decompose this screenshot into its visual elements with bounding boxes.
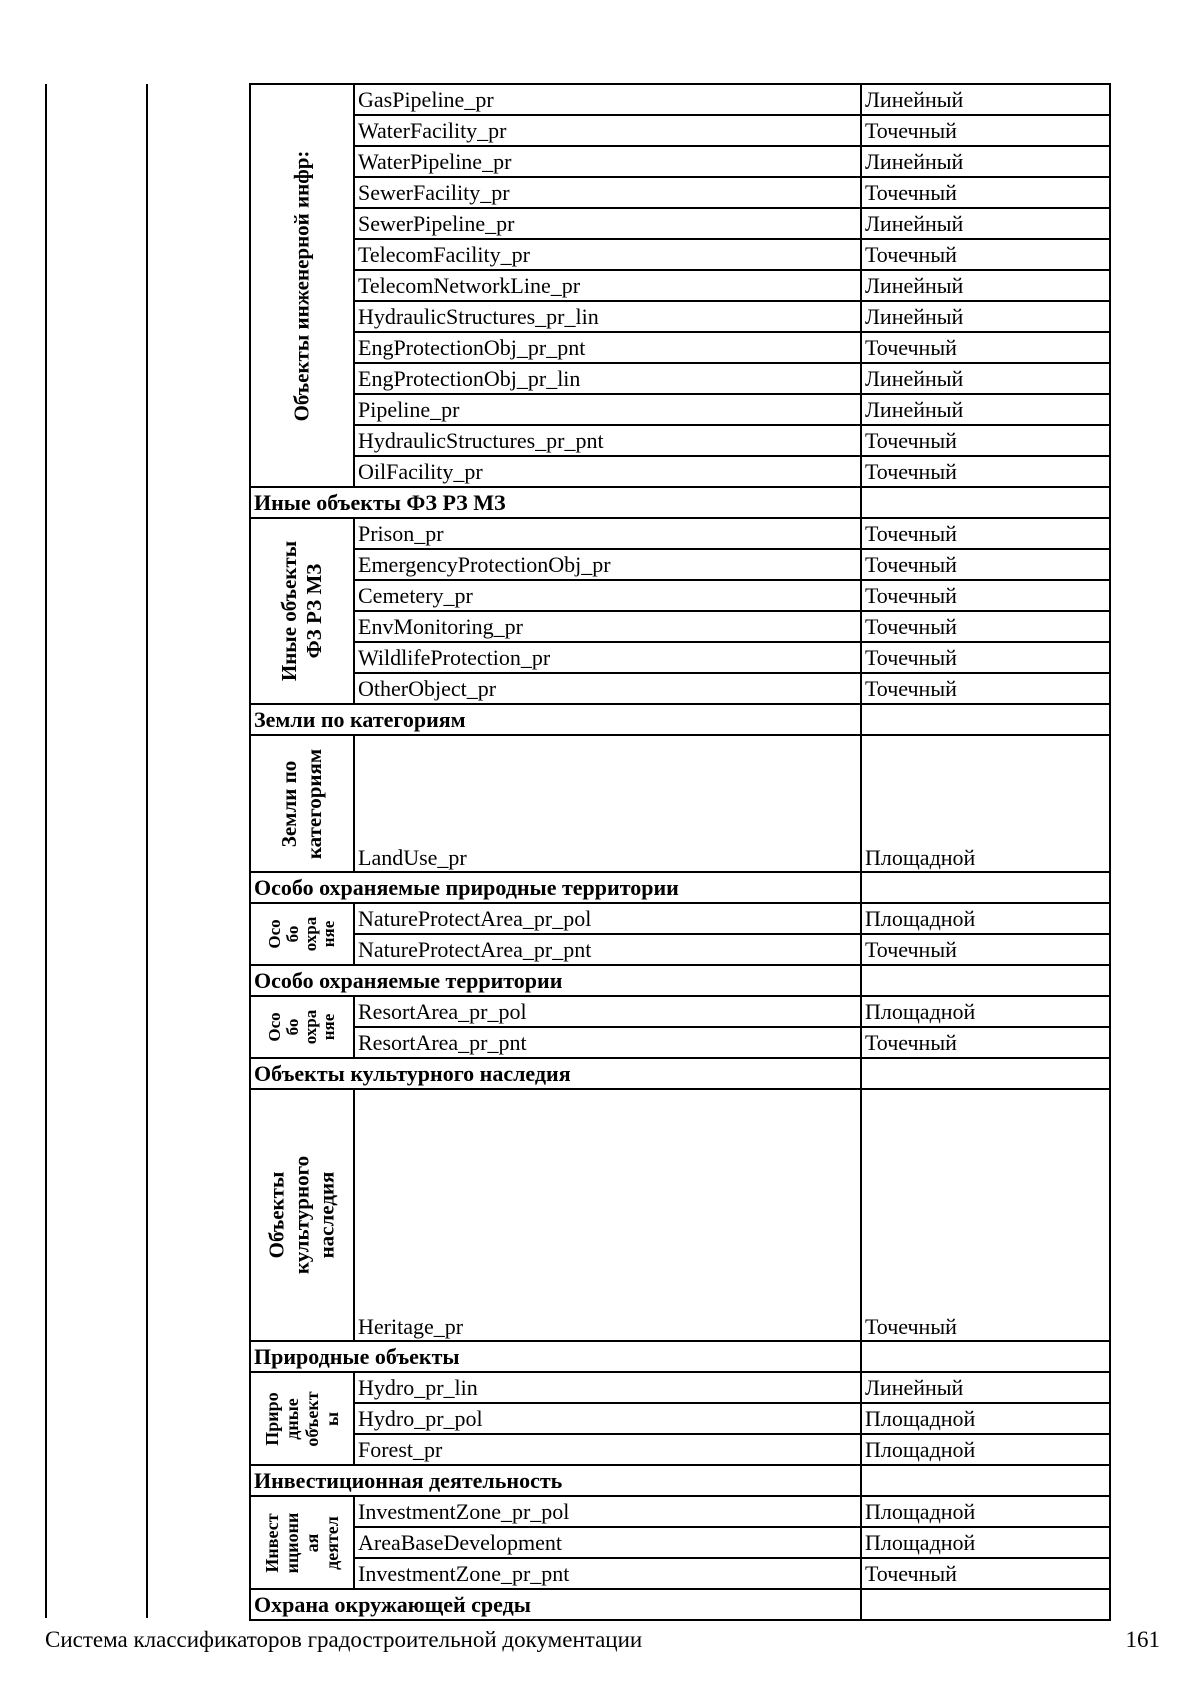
section-header: Инвестиционная деятельность: [250, 1465, 861, 1496]
layer-name-cell: Cemetery_pr: [354, 580, 861, 611]
geometry-type-cell: Площадной: [861, 1527, 1110, 1558]
group-label-line: охра: [301, 916, 320, 952]
geometry-type-cell: Точечный: [861, 549, 1110, 580]
geometry-type-cell: Линейный: [861, 394, 1110, 425]
group-label-line: няе: [319, 1013, 338, 1041]
group-label-text: [266, 917, 338, 952]
geometry-type-cell: Точечный: [861, 332, 1110, 363]
geometry-type-cell: Точечный: [861, 1558, 1110, 1589]
geometry-type-cell: Площадной: [861, 903, 1110, 934]
geometry-type-cell: Площадной: [861, 1496, 1110, 1527]
group-label-text: [265, 1156, 340, 1274]
group-label-line: объект: [302, 1390, 322, 1447]
footer-document-title: Система классификаторов градостроительной документации: [45, 1627, 643, 1652]
layer-name-cell: EmergencyProtectionObj_pr: [354, 549, 861, 580]
group-label-line: культурного: [289, 1155, 314, 1275]
group-label-engineering: [250, 84, 354, 487]
layer-name-cell: SewerFacility_pr: [354, 177, 861, 208]
group-label-line: Объекты: [264, 1171, 289, 1259]
layer-name-cell: GasPipeline_pr: [354, 84, 861, 115]
empty-cell: [861, 1058, 1110, 1089]
empty-cell: [861, 1589, 1110, 1620]
group-label-line: охра: [301, 1009, 320, 1045]
group-label-line: бо: [283, 1018, 302, 1036]
classifier-table: [249, 83, 1111, 1621]
empty-cell: [861, 487, 1110, 518]
group-label-line: Иные объекты: [277, 540, 301, 682]
layer-name-cell: Hydro_pr_lin: [354, 1372, 861, 1403]
geometry-type-cell: Точечный: [861, 934, 1110, 965]
geometry-type-cell: Точечный: [861, 425, 1110, 456]
group-label-line: ая: [302, 1533, 322, 1552]
group-label-line: ы: [322, 1411, 342, 1426]
empty-cell: [861, 872, 1110, 903]
layer-name-cell: InvestmentZone_pr_pol: [354, 1496, 861, 1527]
layer-name-cell: OilFacility_pr: [354, 456, 861, 487]
group-label-line: бо: [283, 925, 302, 943]
layer-name-cell: WildlifeProtection_pr: [354, 642, 861, 673]
group-label-line: Осо: [265, 919, 284, 949]
layer-name-cell: Hydro_pr_pol: [354, 1403, 861, 1434]
geometry-type-cell: Точечный: [861, 239, 1110, 270]
layer-name-cell: WaterPipeline_pr: [354, 146, 861, 177]
empty-cell: [861, 1465, 1110, 1496]
layer-name-cell: WaterFacility_pr: [354, 115, 861, 146]
layer-name-cell: ResortArea_pr_pnt: [354, 1027, 861, 1058]
section-header: Объекты культурного наследия: [250, 1058, 861, 1089]
group-label-line: Инвест: [262, 1512, 282, 1573]
layer-name-cell: SewerPipeline_pr: [354, 208, 861, 239]
group-label-line: деятел: [322, 1515, 342, 1570]
section-header: Особо охраняемые природные территории: [250, 872, 861, 903]
group-label-line: дные: [282, 1397, 302, 1440]
geometry-type-cell: Точечный: [861, 580, 1110, 611]
layer-name-cell: Heritage_pr: [354, 1089, 861, 1341]
geometry-type-cell: Линейный: [861, 1372, 1110, 1403]
layer-name-cell: InvestmentZone_pr_pnt: [354, 1558, 861, 1589]
geometry-type-cell: Линейный: [861, 270, 1110, 301]
geometry-type-cell: Линейный: [861, 146, 1110, 177]
geometry-type-cell: Точечный: [861, 642, 1110, 673]
layer-name-cell: LandUse_pr: [354, 735, 861, 872]
geometry-type-cell: Линейный: [861, 363, 1110, 394]
geometry-type-cell: Точечный: [861, 115, 1110, 146]
empty-cell: [861, 1341, 1110, 1372]
group-label-text: [262, 1512, 342, 1573]
layer-name-cell: HydraulicStructures_pr_lin: [354, 301, 861, 332]
left-margin-rule-inner: [146, 84, 148, 1618]
geometry-type-cell: Площадной: [861, 1434, 1110, 1465]
layer-name-cell: AreaBaseDevelopment: [354, 1527, 861, 1558]
layer-name-cell: EnvMonitoring_pr: [354, 611, 861, 642]
section-header: Иные объекты ФЗ РЗ МЗ: [250, 487, 861, 518]
group-label-line: няе: [319, 920, 338, 948]
group-label-land-categories: [250, 735, 354, 872]
group-label-line: Осо: [265, 1012, 284, 1042]
group-label-text: [262, 1391, 342, 1446]
section-header: Земли по категориям: [250, 704, 861, 735]
layer-name-cell: NatureProtectArea_pr_pnt: [354, 934, 861, 965]
group-label-natural-objects: [250, 1372, 354, 1465]
geometry-type-cell: Линейный: [861, 208, 1110, 239]
group-label-line: ициони: [282, 1512, 302, 1573]
layer-name-cell: NatureProtectArea_pr_pol: [354, 903, 861, 934]
layer-name-cell: Forest_pr: [354, 1434, 861, 1465]
layer-name-cell: TelecomFacility_pr: [354, 239, 861, 270]
layer-name-cell: OtherObject_pr: [354, 673, 861, 704]
section-header: Охрана окружающей среды: [250, 1589, 861, 1620]
geometry-type-cell: Точечный: [861, 611, 1110, 642]
geometry-type-cell: Точечный: [861, 673, 1110, 704]
layer-name-cell: Prison_pr: [354, 518, 861, 549]
group-label-line: ФЗ РЗ МЗ: [302, 563, 326, 659]
group-label-text: [277, 541, 327, 681]
geometry-type-cell: Точечный: [861, 518, 1110, 549]
section-header: Особо охраняемые территории: [250, 965, 861, 996]
group-label-investment: [250, 1496, 354, 1589]
group-label-line: Земли по: [277, 760, 301, 847]
group-label-line: наследия: [314, 1171, 339, 1259]
layer-name-cell: ResortArea_pr_pol: [354, 996, 861, 1027]
group-label-cultural-heritage: [250, 1089, 354, 1341]
geometry-type-cell: Линейный: [861, 301, 1110, 332]
footer-page-number: 161: [1125, 1627, 1160, 1652]
group-label-protected-nature: [250, 903, 354, 965]
section-header: Природные объекты: [250, 1341, 861, 1372]
geometry-type-cell: Площадной: [861, 735, 1110, 872]
group-label-other-objects: [250, 518, 354, 704]
left-margin-rule-outer: [45, 84, 47, 1618]
group-label-text: Объекты инженерной инфр:: [289, 150, 314, 421]
geometry-type-cell: Линейный: [861, 84, 1110, 115]
geometry-type-cell: Точечный: [861, 177, 1110, 208]
geometry-type-cell: Площадной: [861, 996, 1110, 1027]
empty-cell: [861, 704, 1110, 735]
geometry-type-cell: Площадной: [861, 1403, 1110, 1434]
geometry-type-cell: Точечный: [861, 456, 1110, 487]
group-label-line: Приро: [262, 1391, 282, 1446]
layer-name-cell: EngProtectionObj_pr_lin: [354, 363, 861, 394]
geometry-type-cell: Точечный: [861, 1027, 1110, 1058]
layer-name-cell: TelecomNetworkLine_pr: [354, 270, 861, 301]
group-label-text: [277, 748, 327, 858]
geometry-type-cell: Точечный: [861, 1089, 1110, 1341]
layer-name-cell: HydraulicStructures_pr_pnt: [354, 425, 861, 456]
group-label-text: [266, 1010, 338, 1045]
empty-cell: [861, 965, 1110, 996]
layer-name-cell: EngProtectionObj_pr_pnt: [354, 332, 861, 363]
group-label-protected-areas: [250, 996, 354, 1058]
layer-name-cell: Pipeline_pr: [354, 394, 861, 425]
group-label-line: категориям: [302, 748, 326, 859]
